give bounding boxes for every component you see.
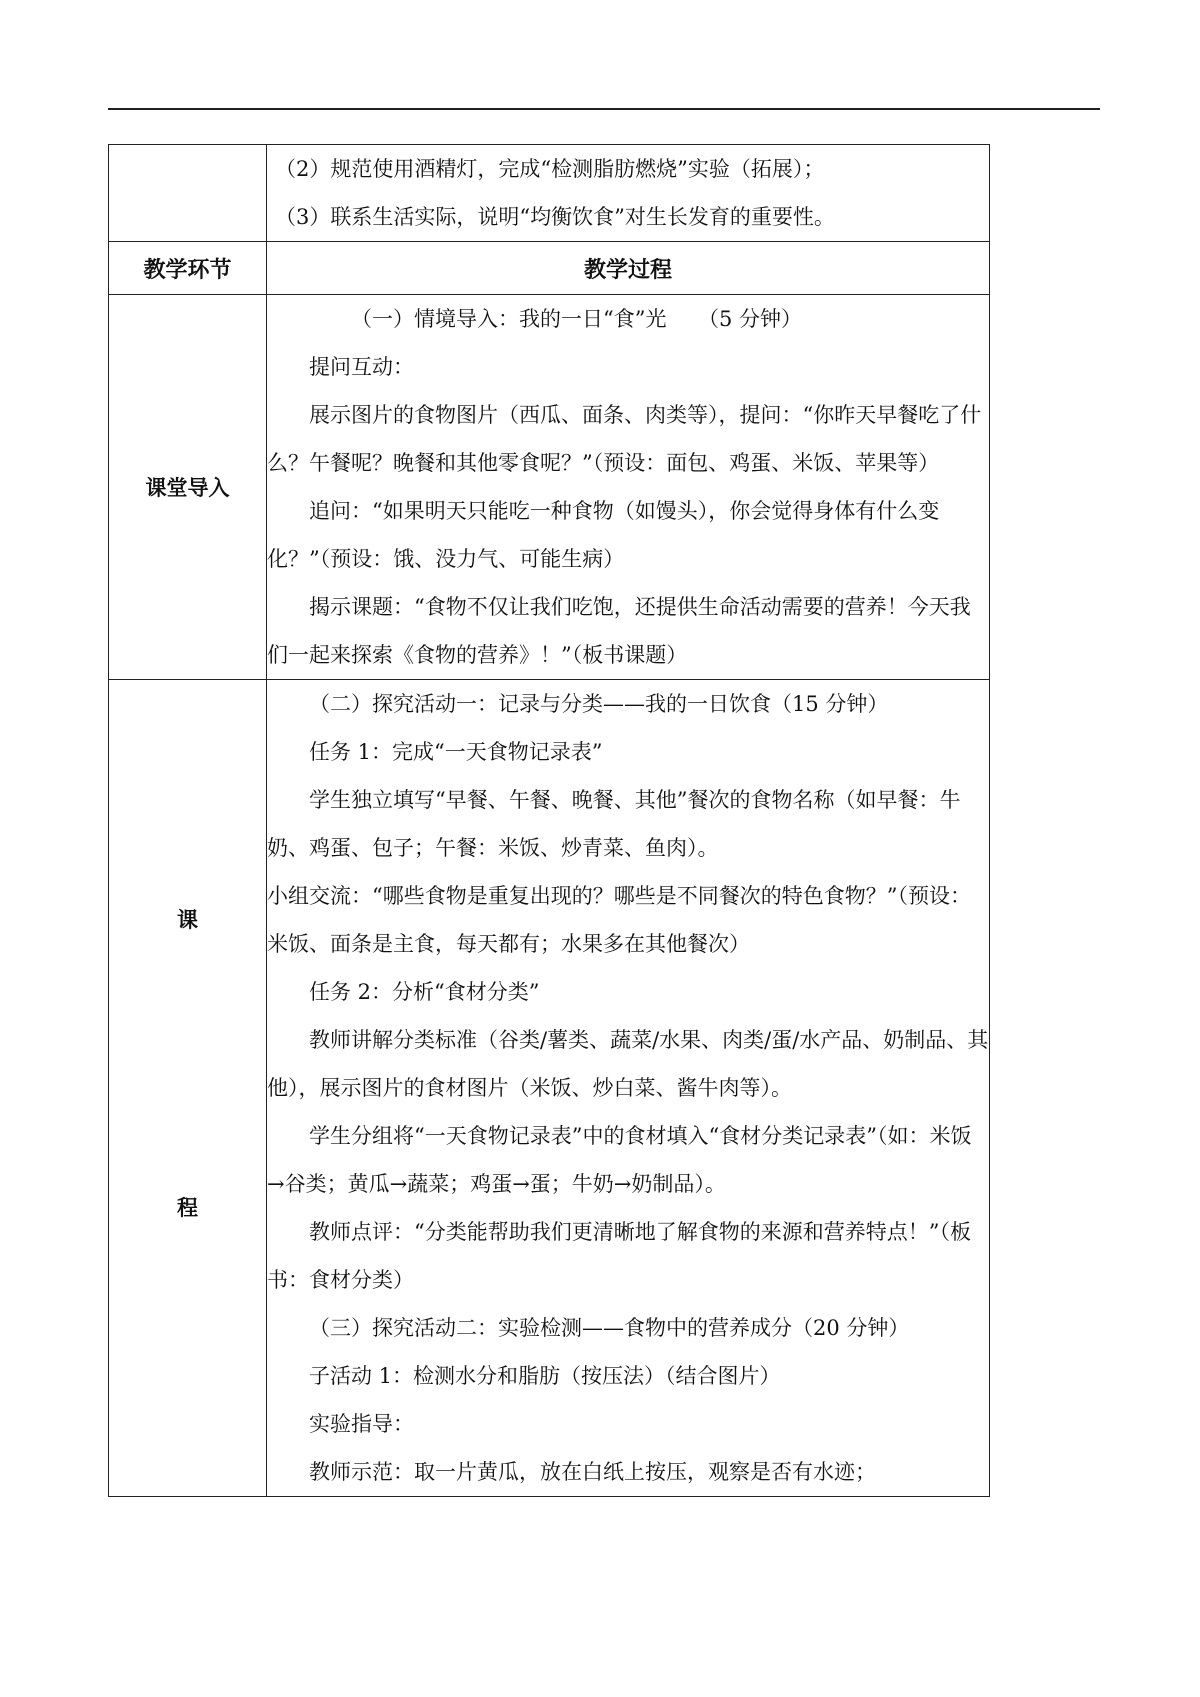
intro-row: [109, 295, 990, 680]
process-heading: （三）探究活动二：实验检测——食物中的营养成分（20 分钟）: [309, 1316, 910, 1340]
intro-label: 课堂导入: [109, 295, 267, 680]
process-content: [267, 680, 990, 1497]
process-paragraph: 实验指导：: [309, 1412, 414, 1436]
page-header-rule: [108, 108, 1100, 110]
intro-heading: （一）情境导入：我的一日“食”光 （5 分钟）: [351, 307, 803, 331]
objectives-label-cell: [109, 145, 267, 242]
process-paragraph: 教师讲解分类标准（谷类/薯类、蔬菜/水果、肉类/蛋/水产品、奶制品、其他），展示图片的食材图片（米饭、炒白菜、酱牛肉等）。: [267, 1028, 989, 1100]
table-header-row: [109, 242, 990, 295]
intro-paragraph: 展示图片的食物图片（西瓜、面条、肉类等），提问：“你昨天早餐吃了什么？午餐呢？晚餐和其他零食呢？”（预设：面包、鸡蛋、米饭、苹果等）: [267, 403, 982, 475]
process-paragraph: 教师点评：“分类能帮助我们更清晰地了解食物的来源和营养特点！”（板书：食材分类）: [267, 1220, 971, 1292]
process-paragraph: 子活动 1：检测水分和脂肪（按压法）（结合图片）: [309, 1364, 781, 1388]
process-paragraph: 学生分组将“一天食物记录表”中的食材填入“食材分类记录表”（如：米饭→谷类；黄瓜→蔬菜；鸡蛋→蛋；牛奶→奶制品）。: [267, 1124, 972, 1196]
objectives-row: [109, 145, 990, 242]
process-paragraph: 小组交流：“哪些食物是重复出现的？哪些是不同餐次的特色食物？”（预设：米饭、面条是主食，每天都有；水果多在其他餐次）: [267, 884, 971, 956]
intro-paragraph: 揭示课题：“食物不仅让我们吃饱，还提供生命活动需要的营养！今天我们一起来探索《食物的营养》！”（板书课题）: [267, 595, 971, 667]
process-paragraph: 任务 2：分析“食材分类”: [309, 980, 540, 1004]
process-label-bottom: 程: [177, 1195, 198, 1220]
process-label-top: 课: [177, 907, 198, 932]
intro-paragraph: 提问互动：: [309, 355, 414, 379]
intro-content: [267, 295, 990, 680]
objective-line: （2）规范使用酒精灯，完成“检测脂肪燃烧”实验（拓展）；: [275, 157, 825, 181]
intro-paragraph: 追问：“如果明天只能吃一种食物（如馒头），你会觉得身体有什么变化？”（预设：饿、没力气、可能生病）: [267, 499, 940, 571]
process-heading: （二）探究活动一：记录与分类——我的一日饮食（15 分钟）: [309, 692, 889, 716]
lesson-plan-table: [108, 144, 990, 1497]
header-teaching-process: 教学过程: [267, 242, 990, 295]
process-row: [109, 680, 990, 1497]
process-paragraph: 学生独立填写“早餐、午餐、晚餐、其他”餐次的食物名称（如早餐：牛奶、鸡蛋、包子；午餐：米饭、炒青菜、鱼肉）。: [267, 788, 961, 860]
objectives-content: [267, 145, 990, 242]
process-label-cell: [109, 680, 267, 1497]
header-teaching-stage: 教学环节: [109, 242, 267, 295]
process-paragraph: 任务 1：完成“一天食物记录表”: [309, 740, 603, 764]
objective-line: （3）联系生活实际，说明“均衡饮食”对生长发育的重要性。: [275, 205, 835, 229]
process-paragraph: 教师示范：取一片黄瓜，放在白纸上按压，观察是否有水迹；: [309, 1460, 876, 1484]
